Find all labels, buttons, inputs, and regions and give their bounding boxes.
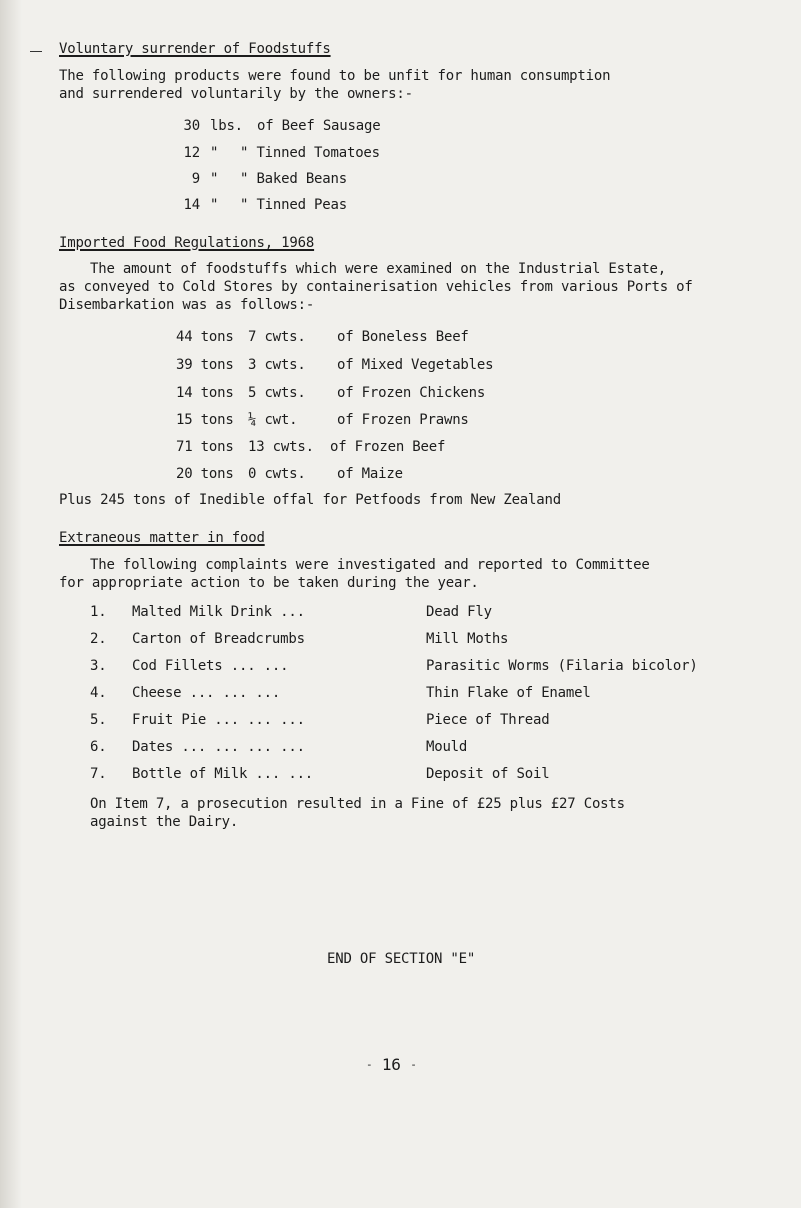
complaint-item: Fruit Pie ... ... ...	[132, 712, 305, 728]
page-number-right-mark: -	[410, 1058, 417, 1071]
scan-edge-shadow	[0, 0, 22, 1208]
complaint-item: Malted Milk Drink ...	[132, 604, 305, 620]
complaint-number: 5.	[90, 712, 107, 728]
imported-item-desc: of Mixed Vegetables	[337, 357, 494, 373]
imported-item-desc: of Frozen Prawns	[337, 412, 469, 428]
complaint-matter: Dead Fly	[426, 604, 492, 620]
imported-item-desc: of Maize	[337, 466, 403, 482]
voluntary-intro-line-1: The following products were found to be unfit for human consumption	[59, 68, 611, 84]
imported-item-tons: 39 tons	[176, 357, 234, 373]
complaint-item: Cheese ... ... ...	[132, 685, 281, 701]
imported-item-tons: 71 tons	[176, 439, 234, 455]
complaint-item: Dates ... ... ... ...	[132, 739, 305, 755]
imported-item-desc: of Frozen Beef	[330, 439, 446, 455]
imported-item-tons: 20 tons	[176, 466, 234, 482]
imported-item-cwts: 0 cwts.	[248, 466, 306, 482]
imported-item-desc: of Boneless Beef	[337, 329, 469, 345]
voluntary-item-qty: 30	[183, 118, 200, 134]
imported-plus-line: Plus 245 tons of Inedible offal for Petfoods from New Zealand	[59, 492, 561, 508]
section-heading-extraneous: Extraneous matter in food	[59, 530, 265, 546]
voluntary-item-qty: 12	[183, 145, 200, 161]
extraneous-para-line-2: for appropriate action to be taken during the year.	[59, 575, 479, 591]
section-heading-voluntary: Voluntary surrender of Foodstuffs	[59, 41, 331, 57]
complaint-matter: Thin Flake of Enamel	[426, 685, 591, 701]
voluntary-item-desc: " Tinned Tomatoes	[240, 145, 380, 161]
complaint-matter: Mould	[426, 739, 468, 755]
voluntary-item-unit: lbs.	[210, 118, 243, 134]
voluntary-item-unit: "	[210, 171, 219, 187]
section-heading-imported: Imported Food Regulations, 1968	[59, 235, 315, 251]
voluntary-item-desc: " Tinned Peas	[240, 197, 347, 213]
imported-para-line-1: The amount of foodstuffs which were examined on the Industrial Estate,	[90, 261, 667, 277]
imported-item-tons: 15 tons	[176, 412, 234, 428]
imported-item-tons: 44 tons	[176, 329, 234, 345]
complaint-matter: Parasitic Worms (Filaria bicolor)	[426, 658, 698, 674]
voluntary-item-unit: "	[210, 197, 219, 213]
imported-para-line-2: as conveyed to Cold Stores by containerisation vehicles from various Ports of	[59, 279, 693, 295]
complaint-matter: Mill Moths	[426, 631, 509, 647]
imported-para-line-3: Disembarkation was as follows:-	[59, 297, 315, 313]
complaint-number: 4.	[90, 685, 107, 701]
complaint-number: 3.	[90, 658, 107, 674]
imported-item-cwts: 3 cwts.	[248, 357, 306, 373]
imported-item-cwts: ¼ cwt.	[248, 412, 298, 428]
imported-item-cwts: 5 cwts.	[248, 385, 306, 401]
imported-item-desc: of Frozen Chickens	[337, 385, 486, 401]
end-of-section: END OF SECTION "E"	[327, 951, 476, 967]
page-number-value: 16	[381, 1055, 401, 1074]
complaint-matter: Piece of Thread	[426, 712, 550, 728]
voluntary-intro-line-2: and surrendered voluntarily by the owners:-	[59, 86, 413, 102]
voluntary-item-qty: 9	[191, 171, 200, 187]
complaint-number: 1.	[90, 604, 107, 620]
complaint-item: Cod Fillets ... ...	[132, 658, 289, 674]
scan-mark	[30, 51, 42, 52]
page-number-left-mark: -	[366, 1058, 373, 1071]
imported-item-tons: 14 tons	[176, 385, 234, 401]
complaint-number: 2.	[90, 631, 107, 647]
complaint-number: 7.	[90, 766, 107, 782]
page-number	[366, 1056, 417, 1076]
imported-item-cwts: 13 cwts.	[248, 439, 314, 455]
voluntary-item-qty: 14	[183, 197, 200, 213]
complaint-item: Carton of Breadcrumbs	[132, 631, 305, 647]
extraneous-para-line-1: The following complaints were investigated and reported to Committee	[90, 557, 650, 573]
complaint-matter: Deposit of Soil	[426, 766, 550, 782]
voluntary-item-desc: " Baked Beans	[240, 171, 347, 187]
complaint-item: Bottle of Milk ... ...	[132, 766, 314, 782]
complaint-number: 6.	[90, 739, 107, 755]
outcome-line-2: against the Dairy.	[90, 814, 239, 830]
voluntary-item-unit: "	[210, 145, 219, 161]
imported-item-cwts: 7 cwts.	[248, 329, 306, 345]
voluntary-item-desc: of Beef Sausage	[257, 118, 381, 134]
outcome-line-1: On Item 7, a prosecution resulted in a Fine of £25 plus £27 Costs	[90, 796, 625, 812]
